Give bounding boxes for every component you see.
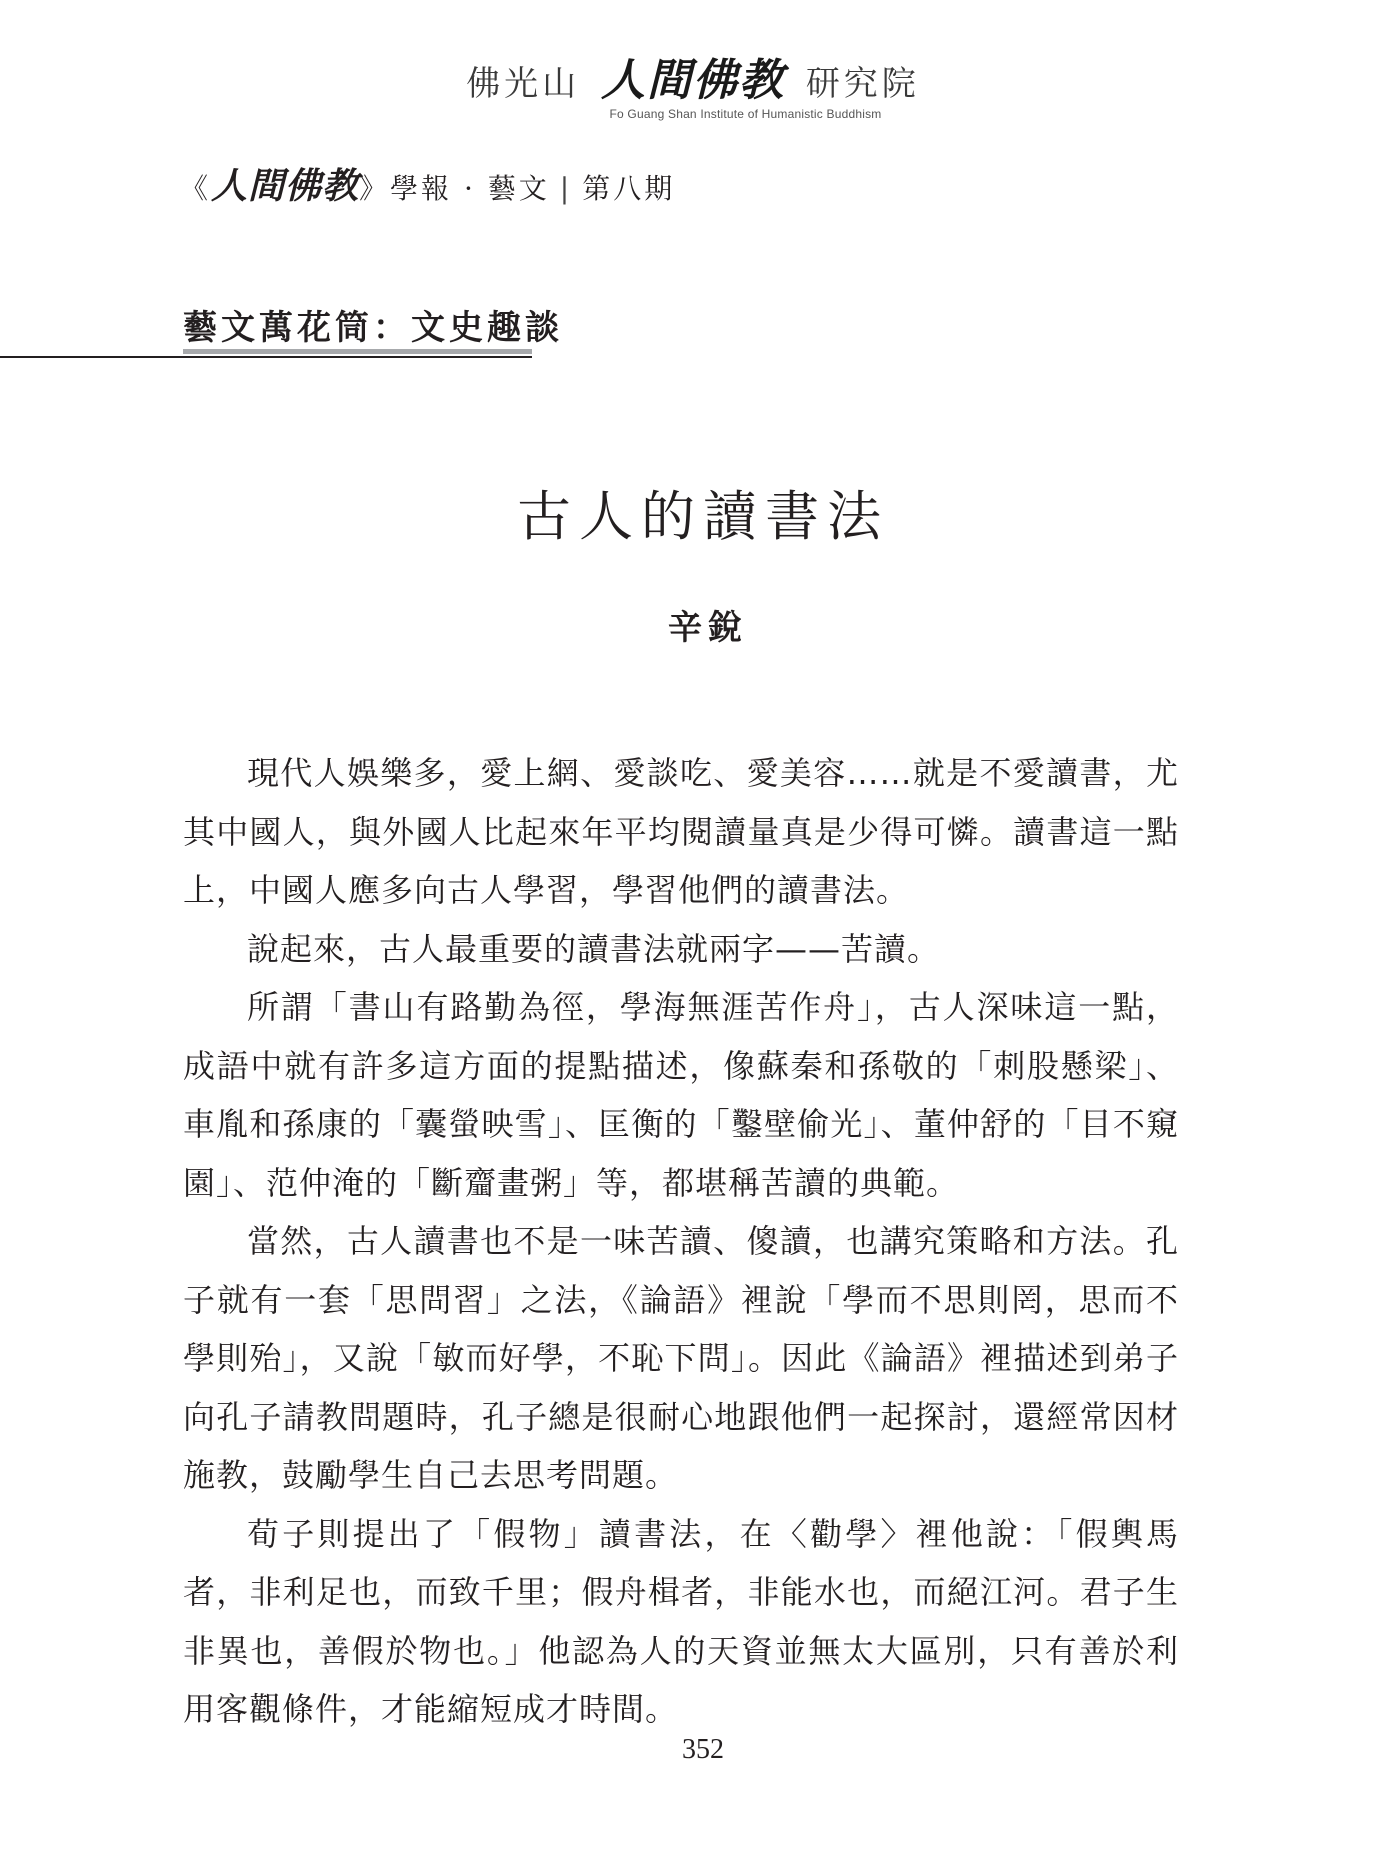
body-paragraph: 現代人娛樂多，愛上網、愛談吃、愛美容……就是不愛讀書，尤其中國人，與外國人比起來年平均閱讀量真是少得可憐。讀書這一點上，中國人應多向古人學習，學習他們的讀書法。 xyxy=(183,754,1179,909)
section-label: 藝文萬花筒：文史趣談 xyxy=(183,308,563,348)
journal-open-bracket: 《 xyxy=(180,172,212,205)
article-title: 古人的讀書法 xyxy=(517,485,889,548)
body-paragraph: 說起來，古人最重要的讀書法就兩字——苦讀。 xyxy=(247,929,941,968)
institute-logo-calligraphy: 人間佛教 xyxy=(601,55,785,106)
journal-issue: 第八期 xyxy=(582,172,676,205)
article-author: 辛銳 xyxy=(668,608,748,648)
journal-close-bracket: 》 xyxy=(359,172,391,205)
journal-header xyxy=(180,158,675,209)
body-paragraph: 所謂「書山有路勤為徑，學海無涯苦作舟」，古人深味這一點，成語中就有許多這方面的提點描述，像蘇秦和孫敬的「刺股懸梁」、車胤和孫康的「囊螢映雪」、匡衡的「鑿壁偷光」、董仲舒的「目不窺園」、范仲淹的「斷齏畫粥」等，都堪稱苦讀的典範。 xyxy=(183,988,1179,1202)
institute-english-name: Fo Guang Shan Institute of Humanistic Buddhism xyxy=(609,107,882,121)
article-body xyxy=(183,744,1179,1739)
institute-suffix: 研究院 xyxy=(805,64,920,104)
body-paragraph: 荀子則提出了「假物」讀書法，在〈勸學〉裡他說：「假輿馬者，非利足也，而致千里；假舟楫者，非能水也，而絕江河。君子生非異也，善假於物也。」他認為人的天資並無太大區別，只有善於利用客觀條件，才能縮短成才時間。 xyxy=(183,1514,1179,1728)
page-number: 352 xyxy=(682,1734,724,1765)
section-underline-bar xyxy=(183,349,532,354)
journal-name-suffix: 學報 · 藝文 xyxy=(390,172,550,205)
institute-prefix: 佛光山 xyxy=(466,64,581,104)
body-paragraph: 當然，古人讀書也不是一味苦讀、傻讀，也講究策略和方法。孔子就有一套「思問習」之法，《論語》裡說「學而不思則罔，思而不學則殆」，又說「敏而好學，不恥下問」。因此《論語》裡描述到弟子向孔子請教問題時，孔子總是很耐心地跟他們一起探討，還經常因材施教，鼓勵學生自己去思考問題。 xyxy=(183,1222,1179,1494)
journal-separator: | xyxy=(559,172,573,205)
journal-logo-calligraphy: 人間佛教 xyxy=(211,165,360,207)
masthead xyxy=(0,55,1386,121)
section-divider-line xyxy=(0,356,532,358)
institute-name xyxy=(0,55,1386,107)
